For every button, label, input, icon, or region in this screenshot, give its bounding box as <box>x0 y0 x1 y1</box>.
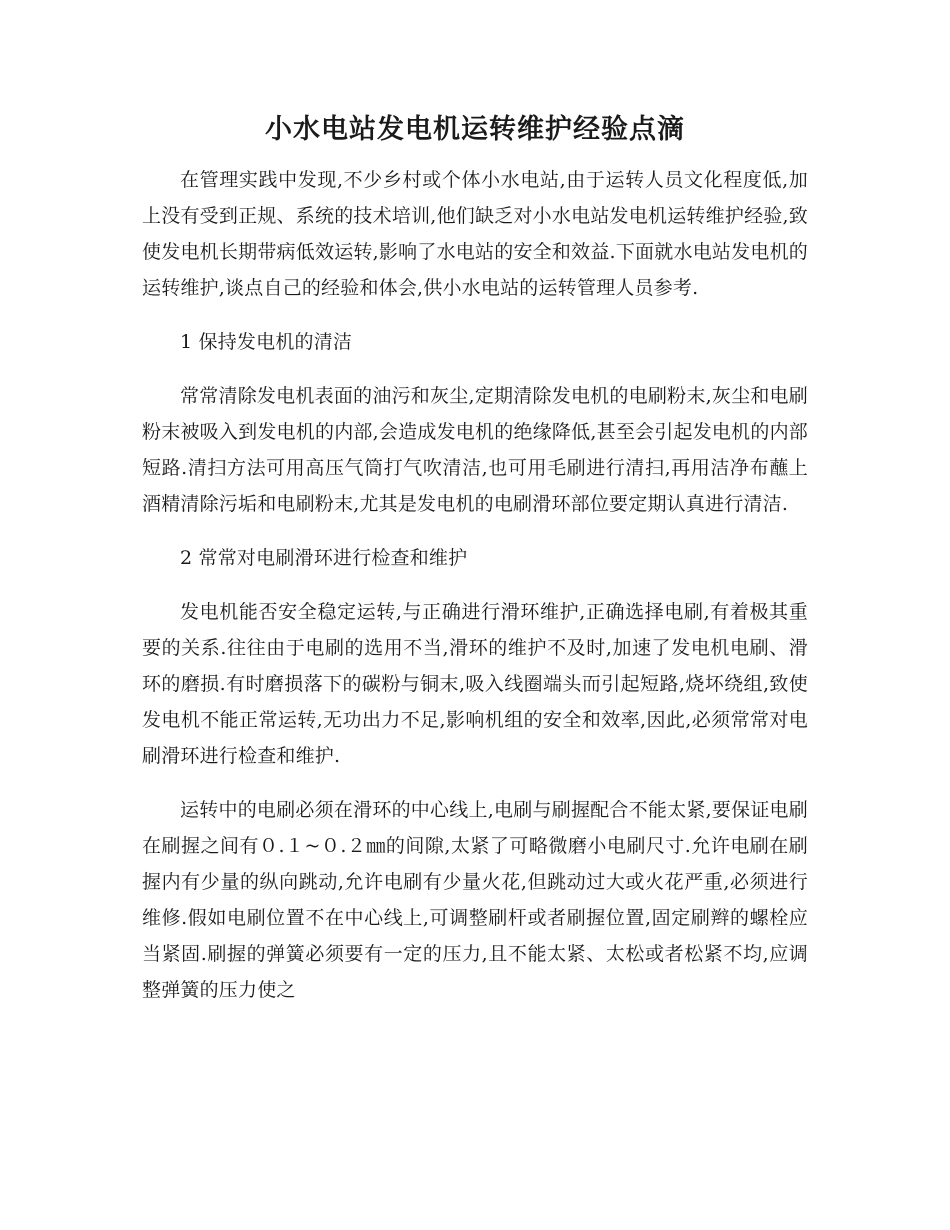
section-heading-1: 1 保持发电机的清洁 <box>180 331 353 353</box>
paragraph-brush-maintenance: 运转中的电刷必须在滑环的中心线上,电刷与刷握配合不能太紧,要保证电刷在刷握之间有０.１~０.２㎜的间隙,太紧了可略微磨小电刷尺寸.允许电刷在刷握内有少量的纵向跳动,允许电刷有少量火花,但跳动过大或火花严重,必须进行维修.假如电刷位置不在中心线上,可调整刷杆或者刷握位置,固定刷辫的螺栓应当紧固.刷握的弹簧必须要有一定的压力,且不能太紧、太松或者松紧不均,应调整弹簧的压力使之 <box>142 799 808 1001</box>
section-heading-2: 2 常常对电刷滑环进行检查和维护 <box>180 547 468 569</box>
document-title: 小水电站发电机运转维护经验点滴 <box>265 114 685 145</box>
paragraph-intro: 在管理实践中发现,不少乡村或个体小水电站,由于运转人员文化程度低,加上没有受到正规、系统的技术培训,他们缺乏对小水电站发电机运转维护经验,致使发电机长期带病低效运转,影响了水电站的安全和效益.下面就水电站发电机的运转维护,谈点自己的经验和体会,供小水电站的运转管理人员参考. <box>142 169 808 299</box>
paragraph-brush-importance: 发电机能否安全稳定运转,与正确进行滑环维护,正确选择电刷,有着极其重要的关系.往往由于电刷的选用不当,滑环的维护不及时,加速了发电机电刷、滑环的磨损.有时磨损落下的碳粉与铜末,吸入线圈端头而引起短路,烧坏绕组,致使发电机不能正常运转,无功出力不足,影响机组的安全和效率,因此,必须常常对电刷滑环进行检查和维护. <box>142 601 808 767</box>
document-page <box>142 110 808 1026</box>
paragraph-cleaning: 常常清除发电机表面的油污和灰尘,定期清除发电机的电刷粉末,灰尘和电刷粉末被吸入到发电机的内部,会造成发电机的绝缘降低,甚至会引起发电机的内部短路.清扫方法可用高压气筒打气吹清洁,也可用毛刷进行清扫,再用洁净布蘸上酒精清除污垢和电刷粉末,尤其是发电机的电刷滑环部位要定期认真进行清洁. <box>142 385 808 515</box>
